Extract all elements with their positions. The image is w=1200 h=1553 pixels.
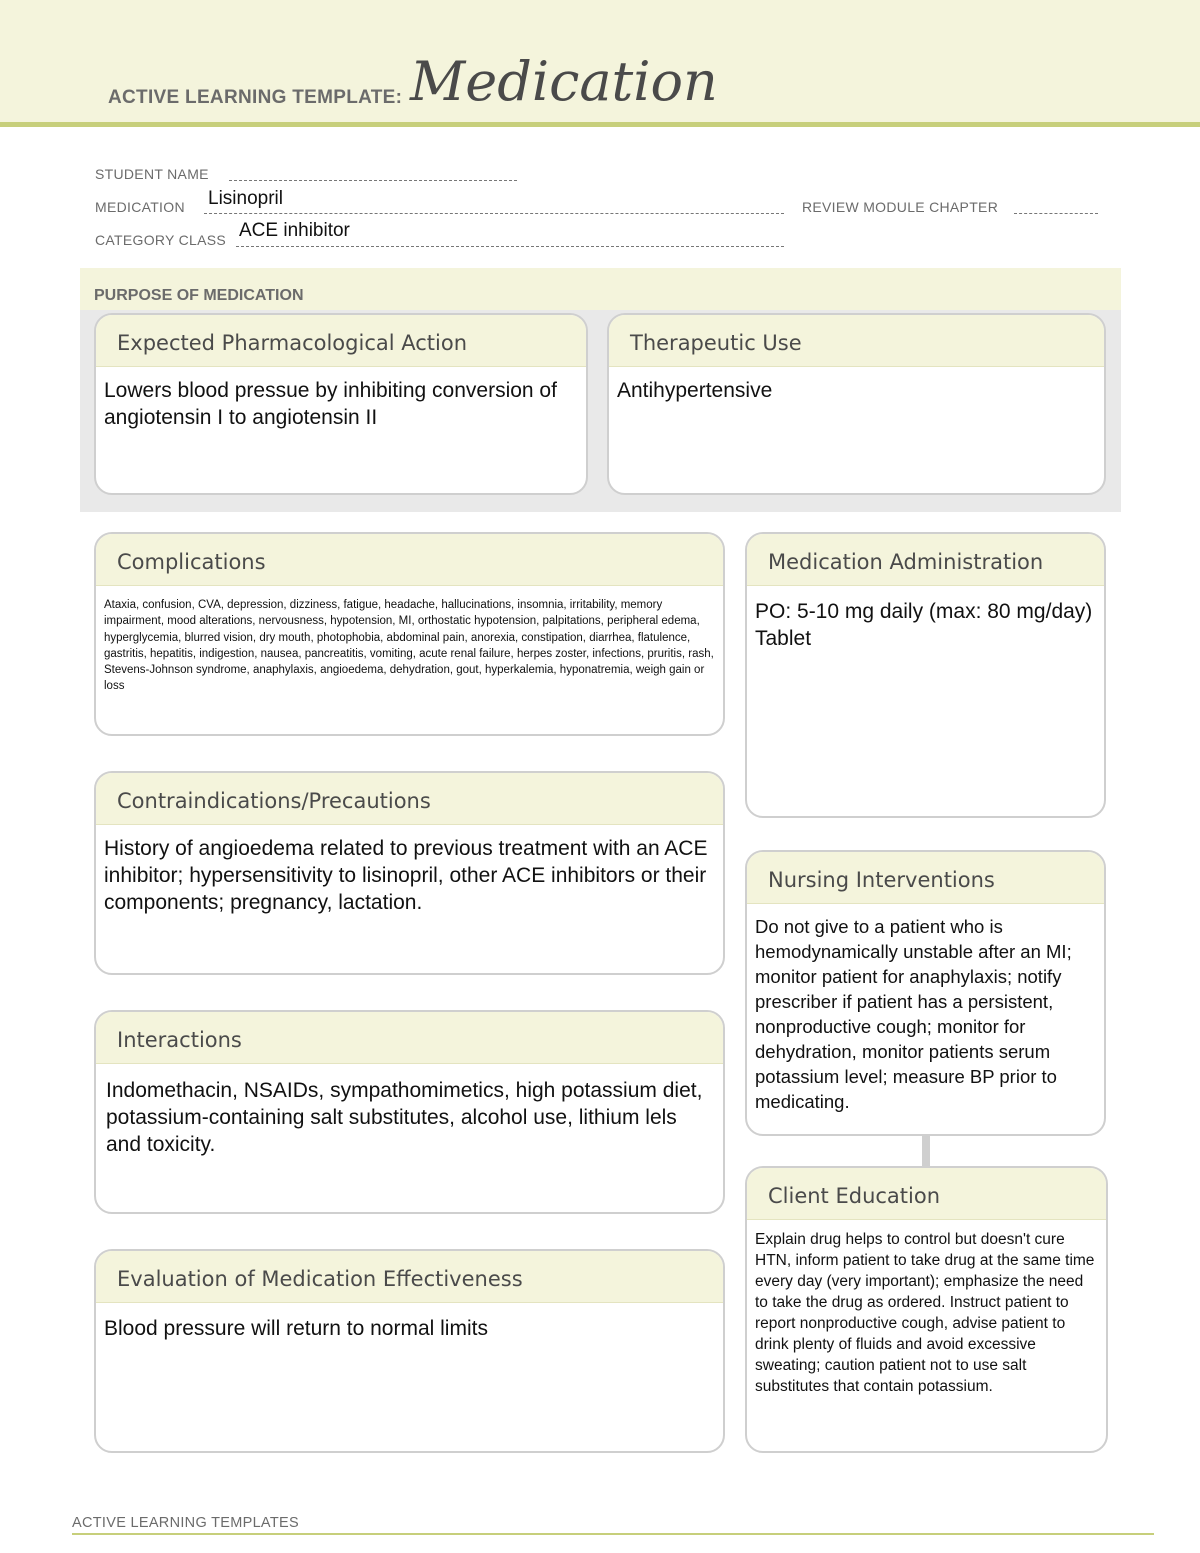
medication-administration-box[interactable] <box>745 532 1106 818</box>
student-name-line[interactable] <box>229 180 517 181</box>
client-education-text[interactable]: Explain drug helps to control but doesn't cure HTN, inform patient to take drug at the same time every day (very important); emphasize the need to take the drug as ordered. Instruct patient to report nonproductive cough, advise patient to drink plenty of fluids and avoid excessive sweating; caution patient not to use salt substitutes that contain potassium. <box>755 1231 1095 1395</box>
category-class-line[interactable] <box>236 246 784 247</box>
interactions-text[interactable]: Indomethacin, NSAIDs, sympathomimetics, high potassium diet, potassium-containing salt substitutes, alcohol use, lithium lels and toxicity. <box>106 1079 703 1156</box>
evaluation-title: Evaluation of Medication Effectiveness <box>96 1251 723 1303</box>
student-name-label: STUDENT NAME <box>95 166 209 182</box>
medication-value[interactable]: Lisinopril <box>208 188 283 209</box>
expected-action-title: Expected Pharmacological Action <box>96 315 586 367</box>
interactions-title: Interactions <box>96 1012 723 1064</box>
client-education-title: Client Education <box>747 1168 1106 1220</box>
contraindications-box[interactable] <box>94 771 725 975</box>
review-module-line[interactable] <box>1014 213 1098 214</box>
evaluation-box[interactable] <box>94 1249 725 1453</box>
client-education-box[interactable] <box>745 1166 1108 1453</box>
template-label: ACTIVE LEARNING TEMPLATE: <box>108 87 403 108</box>
header-rule <box>0 122 1200 127</box>
therapeutic-use-text[interactable]: Antihypertensive <box>617 379 773 402</box>
interactions-box[interactable] <box>94 1010 725 1214</box>
medication-line[interactable] <box>204 213 784 214</box>
therapeutic-use-title: Therapeutic Use <box>609 315 1104 367</box>
medication-administration-title: Medication Administration <box>747 534 1104 586</box>
nursing-interventions-box[interactable] <box>745 850 1106 1136</box>
contraindications-title: Contraindications/Precautions <box>96 773 723 825</box>
box-connector <box>922 1136 930 1167</box>
evaluation-text[interactable]: Blood pressure will return to normal limits <box>104 1317 488 1340</box>
medication-administration-text[interactable]: PO: 5-10 mg daily (max: 80 mg/day) Tablet <box>755 600 1093 650</box>
nursing-interventions-text[interactable]: Do not give to a patient who is hemodynamically unstable after an MI; monitor patient for anaphylaxis; notify prescriber if patient has a persistent, nonproductive cough; monitor for dehydration, monitor patients serum potassium level; measure BP prior to medicating. <box>755 916 1072 1112</box>
medication-label: MEDICATION <box>95 199 185 215</box>
category-class-label: CATEGORY CLASS <box>95 232 227 248</box>
contraindications-text[interactable]: History of angioedema related to previous treatment with an ACE inhibitor; hypersensitivity to lisinopril, other ACE inhibitors or their components; pregnancy, lactation. <box>104 837 708 914</box>
expected-action-text[interactable]: Lowers blood pressue by inhibiting conversion of angiotensin I to angiotensin II <box>104 379 557 429</box>
complications-text[interactable]: Ataxia, confusion, CVA, depression, dizziness, fatigue, headache, hallucinations, insomnia, irritability, memory impairment, mood alterations, nervousness, hypotension, MI, orthostatic hypotension, palpitations, peripheral edema, hyperglycemia, blurred vision, dry mouth, photophobia, abdominal pain, anorexia, constipation, diarrhea, flatulence, gastritis, hepatitis, indigestion, nausea, pancreatitis, vomiting, acute renal failure, herpes zoster, infections, pruritis, rash, Stevens-Johnson syndrome, anaphylaxis, angioedema, dehydration, gout, hyperkalemia, hyponatremia, weigh gain or loss <box>104 599 714 693</box>
therapeutic-use-box[interactable] <box>607 313 1106 495</box>
footer-label: ACTIVE LEARNING TEMPLATES <box>72 1515 299 1531</box>
category-class-value[interactable]: ACE inhibitor <box>239 220 350 241</box>
nursing-interventions-title: Nursing Interventions <box>747 852 1104 904</box>
complications-box[interactable] <box>94 532 725 736</box>
complications-title: Complications <box>96 534 723 586</box>
footer-rule <box>72 1533 1154 1535</box>
purpose-label: PURPOSE OF MEDICATION <box>94 287 304 304</box>
page-title: Medication <box>410 50 718 113</box>
review-module-label: REVIEW MODULE CHAPTER <box>802 199 999 215</box>
expected-action-box[interactable] <box>94 313 588 495</box>
